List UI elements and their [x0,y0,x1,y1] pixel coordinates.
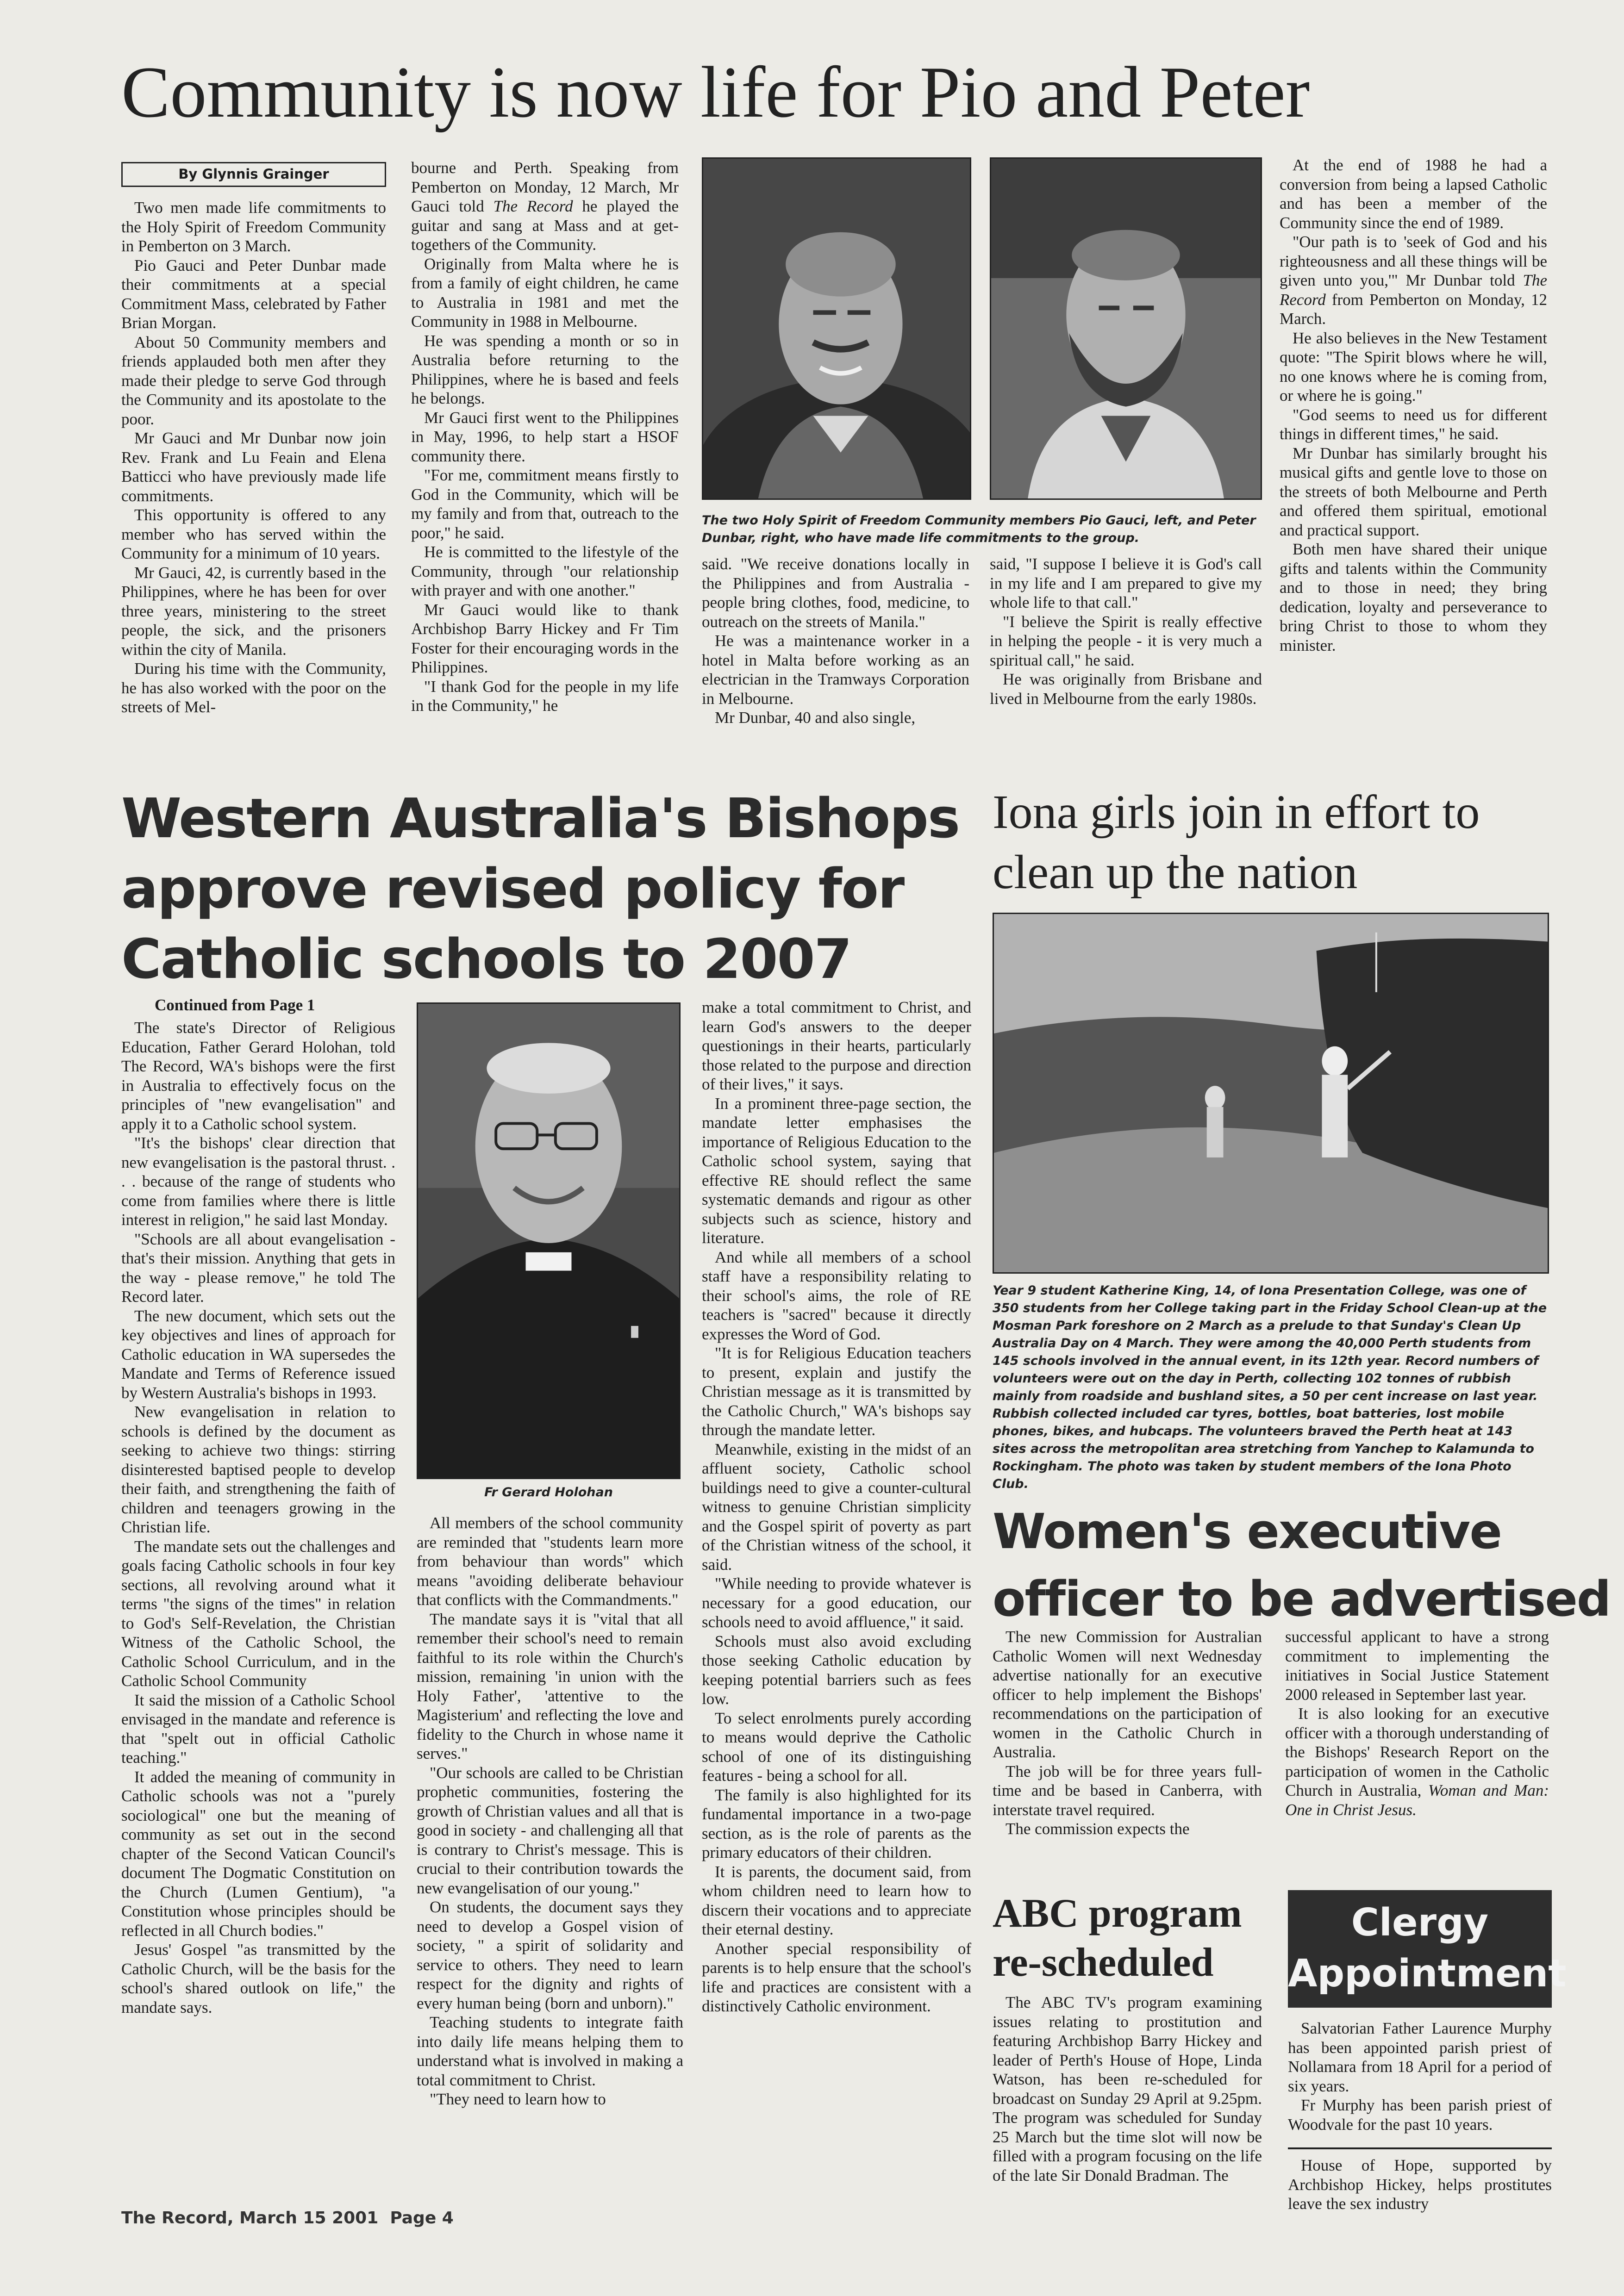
article6-tail [1288,2156,1552,2214]
headline-line: officer to be advertised [993,1571,1611,1627]
paragraph: "Our schools are called to be Christian prophetic communities, fostering the growth of Christian values and all that is good in society - and challenging all that is contrary to Christ's message. This is crucial to their contribution towards the new evangelisation of our young." [417,1763,683,1897]
paragraph: Jesus' Gospel "as transmitted by the Catholic Church, will be the basis for the school's shared outlook on life," the mandate says. [121,1941,395,2016]
publication-name: The Record [1280,271,1547,309]
paragraph: Mr Gauci first went to the Philippines in May, 1996, to help start a HSOF community there. [411,408,679,465]
article4-col2 [1285,1627,1549,1819]
report-title: Woman and Man: One in Christ Jesus. [1285,1781,1549,1819]
paragraph: To select enrolments purely according to means would deprive the Catholic school of one of its distinguishing features - being a school for all. [702,1709,971,1785]
paragraph: This opportunity is offered to any member who has served within the Community for a minimum of 10 years. [121,506,386,562]
headline-bishops [121,783,959,994]
photo-caption-iona: Year 9 student Katherine King, 14, of Iona Presentation College, was one of 350 students from her College taking part in the Friday School Clean-up at the Mosman Park foreshore on 2 March as a prelude to that Sunday's Clean Up Australia Day on 4 March. They were among the 40,000 Perth students from 145 schools involved in the annual event, in its 12th year. Record numbers of volunteers were out on the day in Perth, collecting 102 tonnes of rubbish mainly from roadside and bushland sites, a 50 per cent increase on last year. Rubbish collected included car tyres, bottles, boat batteries, lost mobile phones, bikes, and hubcaps. The volunteers braved the Perth heat at 143 sites across the metropolitan area stretching from Yanchep to Kalamunda to Rockingham. The photo was taken by student members of the Iona Photo Club. [993,1283,1547,1491]
paragraph: He was spending a month or so in Australia before returning to the Philippines, where he is based and feels he belongs. [411,331,679,407]
paragraph: About 50 Community members and friends applauded both men after they made their pledge to serve God through the Community and its apostolate to the poor. [121,333,386,428]
text: It is also looking for an executive officer with a thorough understanding of the Bishops' Research Report on the participation of women in the Catholic Church in Australia, [1285,1705,1549,1799]
paragraph: Fr Murphy has been parish priest of Woodvale for the past 10 years. [1288,2096,1552,2134]
headline-line: Iona girls join in effort to [993,785,1480,839]
paragraph [411,158,679,255]
publication-name: The Record [493,197,573,215]
paragraph: "While needing to provide whatever is necessary for a good education, our schools need to avoid affluence," it said. [702,1574,971,1631]
paragraph: During his time with the Community, he has also worked with the poor on the streets of Mel- [121,660,386,716]
photo-gerard-holohan [417,1002,681,1479]
photo-peter-dunbar [990,157,1262,500]
headline-line: Women's executive [993,1503,1501,1560]
article5-body [993,1993,1262,2185]
paragraph: He also believes in the New Testament quote: "The Spirit blows where he will, no one knows where he is coming from, or where he is going." [1280,329,1547,404]
photo-caption-community: The two Holy Spirit of Freedom Community members Pio Gauci, left, and Peter Dunbar, right, who have made life commitments to the group. [702,513,1256,545]
paragraph: The mandate says it is "vital that all remember their school's need to remain faithful to its role within the Church's mission, remaining 'in union with the Holy Father', 'attentive to the Magisterium' and reflecting the love and fidelity to the Church in whose name it serves." [417,1610,683,1762]
headline-line: approve revised policy for [121,857,904,921]
paragraph: It is parents, the document said, from whom children need to learn how to discern their vocations and to appreciate their eternal destiny. [702,1862,971,1938]
photo-iona-cleanup [993,913,1549,1274]
paragraph: Mr Gauci would like to thank Archbishop Barry Hickey and Fr Tim Foster for their encouraging words in the Philippines. [411,600,679,676]
headline-line: Clergy [1351,1901,1489,1945]
paragraph: The mandate sets out the challenges and goals facing Catholic schools in four key sections, all revolving around what it terms "the signs of the times" in relation to God's Self-Revelation, the Christian Witness of the Catholic School, the Catholic School Curriculum, and in the Catholic School Community [121,1537,395,1690]
divider [1288,2147,1552,2149]
paragraph: In a prominent three-page section, the mandate letter emphasises the importance of Religious Education to the Catholic school system, saying that effective RE should reflect the same systematic demands and rigour as other subjects such as science, history and literature. [702,1094,971,1247]
clergy-appointment-box [1288,1890,1567,2008]
continued-note: Continued from Page 1 [155,996,315,1014]
paragraph: Mr Gauci, 42, is currently based in the Philippines, where he has been for over three years, ministering to the street people, the sick, and the prisoners within the city of Manila. [121,563,386,659]
paragraph: said, "I suppose I believe it is God's call in my life and I am prepared to give my whole life to that call." [990,555,1262,611]
headline-womens [993,1498,1610,1633]
paragraph [1280,232,1547,329]
paragraph: successful applicant to have a strong commitment to implementing the initiatives in Social Justice Statement 2000 released in September last year. [1285,1628,1549,1704]
paragraph: Two men made life commitments to the Holy Spirit of Freedom Community in Pemberton on 3 March. [121,199,386,255]
article1-col2 [411,158,679,716]
paragraph: All members of the school community are reminded that "students learn more from behaviour than words" which means "avoiding deliberate behaviour that conflicts with the Commandments." [417,1514,683,1609]
article4-col1 [993,1627,1262,1839]
headline-line: Western Australia's Bishops [121,786,960,850]
paragraph: At the end of 1988 he had a conversion from being a lapsed Catholic and has been a member of the Community since the end of 1989. [1280,156,1547,232]
article1-col3 [702,554,969,728]
paragraph: Mr Dunbar, 40 and also single, [715,709,916,727]
paragraph: Mr Gauci and Mr Dunbar now join Rev. Frank and Lu Feain and Elena Batticci who have previously made life commitments. [121,429,386,505]
photo-pio-gauci [702,157,971,500]
headline-line: re-scheduled [993,1940,1214,1985]
page-footer: The Record, March 15 2001 Page 4 [121,2209,454,2228]
paragraph: The state's Director of Religious Education, Father Gerard Holohan, told The Record, WA's bishops were the first in Australia to effectively focus on the principles of "new evangelisation" and apply it to a Catholic school system. [121,1019,395,1133]
text: bourne and Perth. Speaking from Pemberton on Monday, 12 March, Mr Gauci told [411,159,679,215]
paragraph: He was a maintenance worker in a hotel in Malta before working as an electrician in the Tramways Corporation in Melbourne. [702,632,969,708]
paragraph: "I thank God for the people in my life in the Community," he [411,677,679,715]
article1-col1 [121,198,386,717]
paragraph: On students, the document says they need to develop a Gospel vision of society, " a spirit of solidarity and service to others. They need to learn respect for the dignity and rights of every human being (born and unborn)." [417,1898,683,2012]
paragraph: It added the meaning of community in Catholic schools was not a "purely sociological" one but the meaning of community as set out in the second chapter of the Second Vatican Council's document The Dogmatic Constitution on the Church (Lumen Gentium), "a Constitution whose principles should be reflected in all Church bodies." [121,1767,395,1940]
paragraph: Salvatorian Father Laurence Murphy has been appointed parish priest of Nollamara from 18 April for a period of six years. [1288,2019,1552,2095]
paragraph: He is committed to the lifestyle of the Community, through "our relationship with prayer and with one another." [411,543,679,599]
paragraph: Teaching students to integrate faith into daily life means helping them to understand what is involved in making a total commitment to Christ. [417,2013,683,2089]
paragraph: And while all members of a school staff have a responsibility relating to their school's aims, the role of RE teachers is "sacred" because it directly expresses the Word of God. [702,1248,971,1343]
paragraph [1285,1704,1549,1819]
paragraph: said. "We receive donations locally in the Philippines and from Australia - people bring clothes, food, medicine, to outreach on the streets of Manila." [702,555,969,631]
paragraph: "God seems to need us for different things in different times," he said. [1280,405,1547,443]
photo-caption-holohan: Fr Gerard Holohan [484,1485,613,1500]
headline-line: ABC program [993,1891,1242,1936]
paragraph: Mr Dunbar has similarly brought his musical gifts and gentle love to those on the streets of both Melbourne and Perth and offered them spiritual, emotional and practical support. [1280,444,1547,539]
article2-col1 [121,1018,395,2017]
paragraph: The commission expects the [1006,1820,1190,1838]
paragraph: Pio Gauci and Peter Dunbar made their commitments at a special Commitment Mass, celebrated by Father Brian Morgan. [121,256,386,332]
paragraph: make a total commitment to Christ, and learn God's answers to the deeper questionings in their hearts, particularly those related to the purpose and direction of their lives," it says. [702,998,971,1093]
article2-col3 [702,998,971,2016]
paragraph: He was originally from Brisbane and lived in Melbourne from the early 1980s. [990,670,1262,708]
article1-col5 [1280,156,1547,655]
byline: By Glynnis Grainger [121,162,386,187]
paragraph: Both men have shared their unique gifts and talents within the Community and to those in need; they bring dedication, loyalty and perseverance to bring Christ to those to whom they minister. [1280,540,1547,654]
paragraph: "I believe the Spirit is really effective in helping the people - it is very much a spiritual call," he said. [990,612,1262,669]
paragraph: The family is also highlighted for its fundamental importance in a two-page section, as is the role of parents as the primary educators of their children. [702,1786,971,1861]
headline-iona [993,782,1480,902]
paragraph: Meanwhile, existing in the midst of an affluent society, Catholic school buildings need to give a counter-cultural witness to genuine Christian simplicity and the Gospel spirit of poverty as part of the Christian witness of the school, it said. [702,1440,971,1574]
text: "Our path is to 'seek of God and his righteousness and all these things will be given unto you,'" Mr Dunbar told [1280,233,1547,289]
paragraph: New evangelisation in relation to schools is defined by the document as seeking to achieve two things: stirring disinterested baptised people to develop their faith, and strengthening the faith of children and teenagers growing in the Christian life. [121,1403,395,1536]
text: from Pemberton on Monday, 12 March. [1280,290,1548,328]
paragraph: Schools must also avoid excluding those seeking Catholic education by keeping potential barriers such as fees low. [702,1632,971,1708]
paragraph: The job will be for three years full-time and be based in Canberra, with interstate travel required. [993,1762,1262,1819]
paragraph: "It is for Religious Education teachers to present, explain and justify the Christian message as it is transmitted by the Catholic Church," WA's bishops say through the mandate letter. [702,1344,971,1439]
paragraph: House of Hope, supported by Archbishop Hickey, helps prostitutes leave the sex industry [1288,2156,1552,2213]
headline-abc [993,1889,1242,1987]
headline-line: Appointment [1288,1952,1567,1996]
paragraph: Originally from Malta where he is from a family of eight children, he came to Australia in 1981 and met the Community in 1988 in Melbourne. [411,255,679,330]
paragraph: Another special responsibility of parents is to help ensure that the school's life and practices are consistent with a distinctively Catholic environment. [702,1939,971,2015]
paragraph: "They need to learn how to [430,2090,606,2108]
paragraph: "For me, commitment means firstly to God in the Community, which will be my family and from that, outreach to the poor," he said. [411,466,679,542]
paragraph: The new Commission for Australian Catholic Women will next Wednesday advertise nationally for an executive officer to help implement the Bishops' recommendations on the participation of women in the Catholic Church in Australia. [993,1628,1262,1761]
article2-col2 [417,1513,683,2109]
paragraph: The ABC TV's program examining issues relating to prostitution and featuring Archbishop Barry Hickey and leader of Perth's House of Hope, Linda Watson, has been re-scheduled for broadcast on Sunday 29 April at 9.25pm. The program was scheduled for Sunday 25 March but the time slot will now be filled with a program focusing on the life of the late Sir Donald Bradman. The [993,1993,1262,2184]
paragraph: The new document, which sets out the key objectives and lines of approach for Catholic education in WA supersedes the Mandate and Terms of Reference issued by Western Australia's bishops in 1993. [121,1307,395,1402]
article1-col4 [990,554,1262,708]
paragraph: "Schools are all about evangelisation - that's their mission. Anything that gets in the way - please remove," he told The Record later. [121,1230,395,1306]
text: he played the guitar and sang at Mass and at get-togethers of the Community. [411,197,679,254]
article6-body [1288,2019,1552,2134]
headline-community: Community is now life for Pio and Peter [121,52,1310,133]
paragraph: "It's the bishops' clear direction that new evangelisation is the pastoral thrust. . . . because of the range of students who come from families where there is little interest in religion," he said last Monday. [121,1134,395,1229]
paragraph: It said the mission of a Catholic School envisaged in the mandate and reference is that "spelt out in official Catholic teaching." [121,1691,395,1767]
headline-line: Catholic schools to 2007 [121,927,851,991]
headline-line: clean up the nation [993,846,1358,899]
